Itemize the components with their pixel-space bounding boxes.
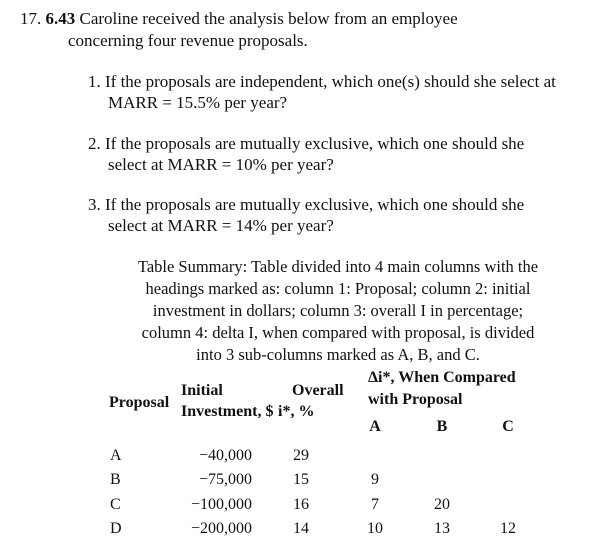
problem-text-line1: Caroline received the analysis below from an employee [79, 9, 458, 28]
row-b-investment: −75,000 [198, 471, 252, 488]
row-c-delta-b: 20 [434, 496, 450, 513]
header-initial-line1: Initial [181, 382, 223, 399]
summary-line: investment in dollars; column 3: overall I in percentage; [152, 301, 524, 320]
row-b-overall: 15 [293, 471, 309, 488]
header-initial-line2: Investment, $ [181, 403, 274, 420]
row-c-proposal: C [110, 496, 121, 513]
row-a-overall: 29 [293, 447, 309, 464]
question-1-text: If the proposals are independent, which one(s) should she select at [105, 72, 556, 91]
question-1-line1 [88, 72, 556, 92]
question-3-line1 [88, 195, 524, 215]
row-d-investment: −200,000 [190, 520, 252, 537]
header-overall-line1: Overall [292, 382, 344, 399]
question-3-number: 3. [88, 195, 101, 214]
table-summary [96, 256, 580, 366]
summary-line: column 4: delta I, when compared with proposal, is divided [141, 323, 535, 342]
row-d-delta-a: 10 [367, 520, 383, 537]
question-3-line2: select at MARR = 14% per year? [108, 216, 334, 235]
summary-line: into 3 sub-columns marked as A, B, and C. [196, 345, 480, 364]
problem-id: 6.43 [45, 9, 76, 28]
row-a-investment: −40,000 [198, 447, 252, 464]
question-2-text: If the proposals are mutually exclusive, which one should she [105, 134, 525, 153]
row-b-delta-a: 9 [371, 471, 379, 488]
row-d-delta-c: 12 [500, 520, 516, 537]
header-delta-line2: with Proposal [368, 391, 463, 408]
problem-text-line2: concerning four revenue proposals. [68, 31, 308, 50]
header-sub-a: A [369, 418, 381, 435]
row-d-overall: 14 [293, 520, 309, 537]
row-d-delta-b: 13 [434, 520, 450, 537]
question-2-line2: select at MARR = 10% per year? [108, 155, 334, 174]
question-2-number: 2. [88, 134, 101, 153]
question-1-line2: MARR = 15.5% per year? [108, 93, 288, 112]
header-delta-line1: Δi*, When Compared [368, 369, 516, 386]
header-proposal: Proposal [109, 394, 170, 411]
summary-line: Table Summary: Table divided into 4 main columns with the [137, 257, 539, 276]
question-3-text: If the proposals are mutually exclusive, which one should she [105, 195, 525, 214]
row-b-proposal: B [110, 471, 121, 488]
row-a-proposal: A [110, 447, 122, 464]
row-d-proposal: D [110, 520, 122, 537]
problem-header [20, 9, 458, 29]
row-c-delta-a: 7 [371, 496, 379, 513]
header-overall-line2: i*, % [278, 403, 315, 420]
question-2-line1 [88, 134, 524, 154]
row-c-investment: −100,000 [190, 496, 252, 513]
question-1-number: 1. [88, 72, 101, 91]
header-sub-b: B [436, 418, 448, 435]
problem-number: 17. [20, 9, 42, 28]
row-c-overall: 16 [293, 496, 309, 513]
header-sub-c: C [502, 418, 514, 435]
summary-line: headings marked as: column 1: Proposal; column 2: initial [145, 279, 531, 298]
